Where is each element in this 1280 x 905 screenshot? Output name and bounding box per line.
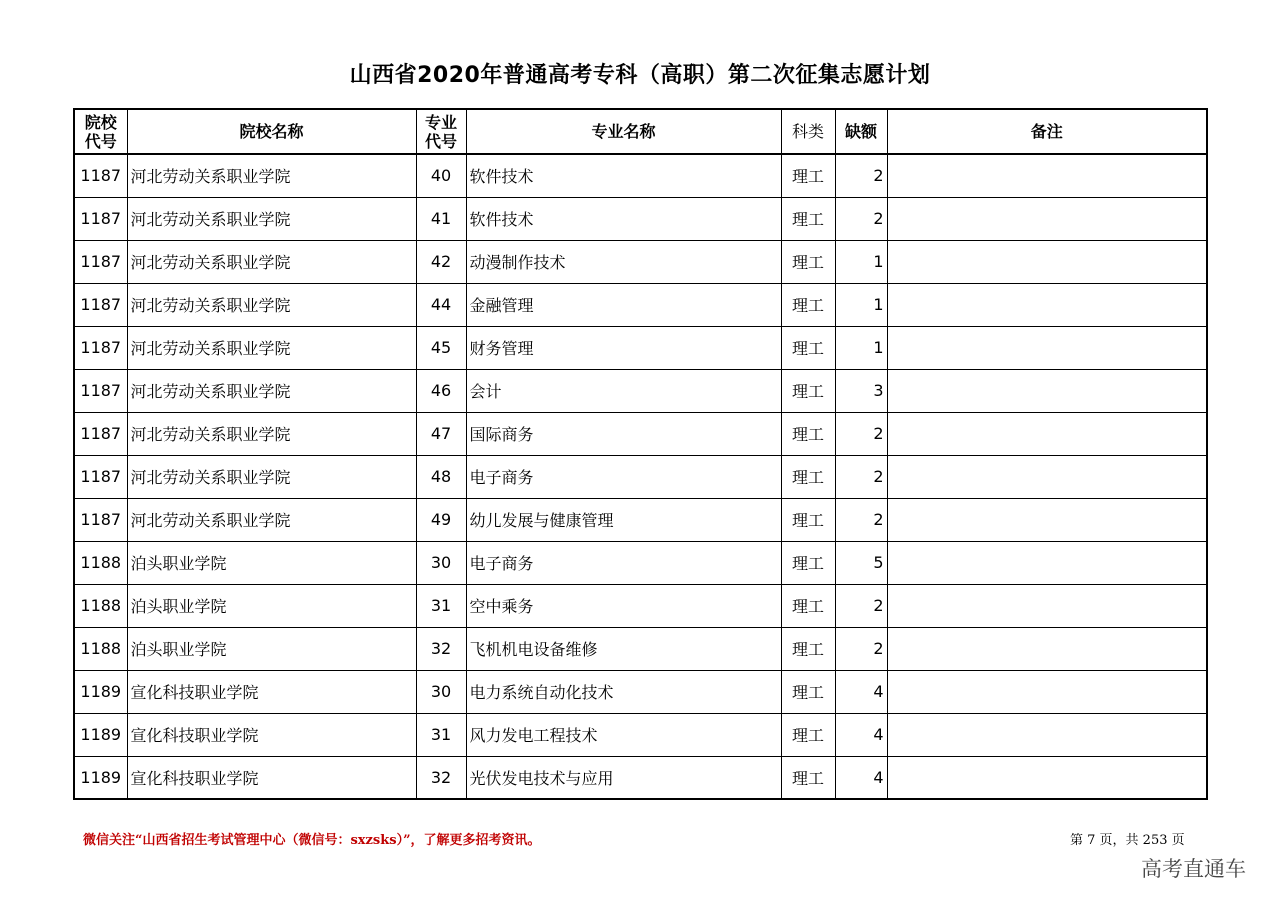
header-school-code xyxy=(74,109,127,154)
quota-cell: 4 xyxy=(835,713,887,756)
school-name-cell: 河北劳动关系职业学院 xyxy=(127,412,416,455)
major-name-cell: 软件技术 xyxy=(466,154,781,197)
school-code-cell: 1187 xyxy=(74,283,127,326)
major-code-cell: 47 xyxy=(416,412,466,455)
footer-notice: 微信关注“山西省招生考试管理中心（微信号：sxzsks）”，了解更多招考资讯。 xyxy=(83,833,541,848)
subject-type-cell: 理工 xyxy=(781,713,835,756)
school-code-cell: 1188 xyxy=(74,584,127,627)
table-row xyxy=(74,369,1207,412)
notes-cell xyxy=(887,627,1207,670)
notes-cell xyxy=(887,283,1207,326)
table-header-row xyxy=(74,109,1207,154)
major-code-cell: 40 xyxy=(416,154,466,197)
quota-cell: 4 xyxy=(835,756,887,799)
school-code-cell: 1187 xyxy=(74,240,127,283)
subject-type-cell: 理工 xyxy=(781,756,835,799)
table-row xyxy=(74,412,1207,455)
notes-cell xyxy=(887,498,1207,541)
school-name-cell: 河北劳动关系职业学院 xyxy=(127,197,416,240)
table-row xyxy=(74,584,1207,627)
table-row xyxy=(74,498,1207,541)
table-row xyxy=(74,627,1207,670)
quota-cell: 5 xyxy=(835,541,887,584)
school-name-cell: 河北劳动关系职业学院 xyxy=(127,326,416,369)
table-row xyxy=(74,455,1207,498)
major-name-cell: 电力系统自动化技术 xyxy=(466,670,781,713)
subject-type-cell: 理工 xyxy=(781,326,835,369)
major-code-cell: 32 xyxy=(416,627,466,670)
school-name-cell: 河北劳动关系职业学院 xyxy=(127,455,416,498)
quota-cell: 1 xyxy=(835,240,887,283)
notes-cell xyxy=(887,412,1207,455)
quota-cell: 2 xyxy=(835,627,887,670)
major-name-cell: 幼儿发展与健康管理 xyxy=(466,498,781,541)
table-row xyxy=(74,670,1207,713)
subject-type-cell: 理工 xyxy=(781,283,835,326)
school-name-cell: 河北劳动关系职业学院 xyxy=(127,240,416,283)
school-code-cell: 1187 xyxy=(74,326,127,369)
school-name-cell: 河北劳动关系职业学院 xyxy=(127,498,416,541)
major-code-cell: 41 xyxy=(416,197,466,240)
quota-cell: 4 xyxy=(835,670,887,713)
major-name-cell: 飞机机电设备维修 xyxy=(466,627,781,670)
subject-type-cell: 理工 xyxy=(781,584,835,627)
page-title: 山西省2020年普通高考专科（高职）第二次征集志愿计划 xyxy=(349,63,931,88)
notes-cell xyxy=(887,756,1207,799)
major-name-cell: 电子商务 xyxy=(466,541,781,584)
school-name-cell: 河北劳动关系职业学院 xyxy=(127,154,416,197)
header-major-code-label: 专业代号 xyxy=(424,112,457,151)
page-number: 第 7 页，共 253 页 xyxy=(1070,833,1185,848)
major-code-cell: 31 xyxy=(416,584,466,627)
major-name-cell: 电子商务 xyxy=(466,455,781,498)
quota-cell: 2 xyxy=(835,498,887,541)
subject-type-cell: 理工 xyxy=(781,455,835,498)
major-code-cell: 30 xyxy=(416,541,466,584)
school-code-cell: 1187 xyxy=(74,412,127,455)
header-school-code-label: 院校代号 xyxy=(84,112,117,151)
table-row xyxy=(74,756,1207,799)
major-code-cell: 42 xyxy=(416,240,466,283)
table-row xyxy=(74,154,1207,197)
subject-type-cell: 理工 xyxy=(781,154,835,197)
table-row xyxy=(74,713,1207,756)
school-code-cell: 1187 xyxy=(74,197,127,240)
major-name-cell: 动漫制作技术 xyxy=(466,240,781,283)
major-code-cell: 45 xyxy=(416,326,466,369)
school-name-cell: 泊头职业学院 xyxy=(127,584,416,627)
major-code-cell: 44 xyxy=(416,283,466,326)
school-code-cell: 1188 xyxy=(74,541,127,584)
major-name-cell: 国际商务 xyxy=(466,412,781,455)
table-row xyxy=(74,240,1207,283)
notes-cell xyxy=(887,154,1207,197)
notes-cell xyxy=(887,584,1207,627)
header-quota: 缺额 xyxy=(835,109,887,154)
school-name-cell: 宣化科技职业学院 xyxy=(127,670,416,713)
notes-cell xyxy=(887,455,1207,498)
major-code-cell: 48 xyxy=(416,455,466,498)
quota-cell: 3 xyxy=(835,369,887,412)
watermark-text: 高考直通车 xyxy=(1141,857,1246,881)
major-name-cell: 财务管理 xyxy=(466,326,781,369)
quota-cell: 1 xyxy=(835,283,887,326)
school-name-cell: 泊头职业学院 xyxy=(127,627,416,670)
quota-cell: 2 xyxy=(835,455,887,498)
school-name-cell: 河北劳动关系职业学院 xyxy=(127,283,416,326)
school-code-cell: 1187 xyxy=(74,498,127,541)
notes-cell xyxy=(887,670,1207,713)
school-code-cell: 1187 xyxy=(74,154,127,197)
school-name-cell: 泊头职业学院 xyxy=(127,541,416,584)
major-name-cell: 空中乘务 xyxy=(466,584,781,627)
school-code-cell: 1189 xyxy=(74,670,127,713)
major-name-cell: 软件技术 xyxy=(466,197,781,240)
school-name-cell: 宣化科技职业学院 xyxy=(127,756,416,799)
major-name-cell: 风力发电工程技术 xyxy=(466,713,781,756)
school-code-cell: 1187 xyxy=(74,369,127,412)
subject-type-cell: 理工 xyxy=(781,240,835,283)
quota-cell: 2 xyxy=(835,197,887,240)
school-name-cell: 河北劳动关系职业学院 xyxy=(127,369,416,412)
school-code-cell: 1189 xyxy=(74,713,127,756)
subject-type-cell: 理工 xyxy=(781,498,835,541)
quota-cell: 1 xyxy=(835,326,887,369)
header-school-name: 院校名称 xyxy=(127,109,416,154)
subject-type-cell: 理工 xyxy=(781,412,835,455)
quota-cell: 2 xyxy=(835,412,887,455)
header-major-name: 专业名称 xyxy=(466,109,781,154)
major-name-cell: 金融管理 xyxy=(466,283,781,326)
school-code-cell: 1187 xyxy=(74,455,127,498)
admission-plan-table xyxy=(73,108,1208,800)
header-subject-type: 科类 xyxy=(781,109,835,154)
notes-cell xyxy=(887,240,1207,283)
table-body xyxy=(74,154,1207,799)
table-row xyxy=(74,326,1207,369)
header-notes: 备注 xyxy=(887,109,1207,154)
notes-cell xyxy=(887,197,1207,240)
notes-cell xyxy=(887,326,1207,369)
subject-type-cell: 理工 xyxy=(781,670,835,713)
major-code-cell: 32 xyxy=(416,756,466,799)
table-row xyxy=(74,283,1207,326)
notes-cell xyxy=(887,713,1207,756)
subject-type-cell: 理工 xyxy=(781,541,835,584)
school-code-cell: 1188 xyxy=(74,627,127,670)
notes-cell xyxy=(887,369,1207,412)
table-row xyxy=(74,541,1207,584)
subject-type-cell: 理工 xyxy=(781,627,835,670)
header-major-code xyxy=(416,109,466,154)
major-code-cell: 49 xyxy=(416,498,466,541)
major-name-cell: 会计 xyxy=(466,369,781,412)
subject-type-cell: 理工 xyxy=(781,369,835,412)
notes-cell xyxy=(887,541,1207,584)
school-code-cell: 1189 xyxy=(74,756,127,799)
table-row xyxy=(74,197,1207,240)
major-name-cell: 光伏发电技术与应用 xyxy=(466,756,781,799)
major-code-cell: 46 xyxy=(416,369,466,412)
school-name-cell: 宣化科技职业学院 xyxy=(127,713,416,756)
quota-cell: 2 xyxy=(835,584,887,627)
major-code-cell: 31 xyxy=(416,713,466,756)
subject-type-cell: 理工 xyxy=(781,197,835,240)
major-code-cell: 30 xyxy=(416,670,466,713)
quota-cell: 2 xyxy=(835,154,887,197)
